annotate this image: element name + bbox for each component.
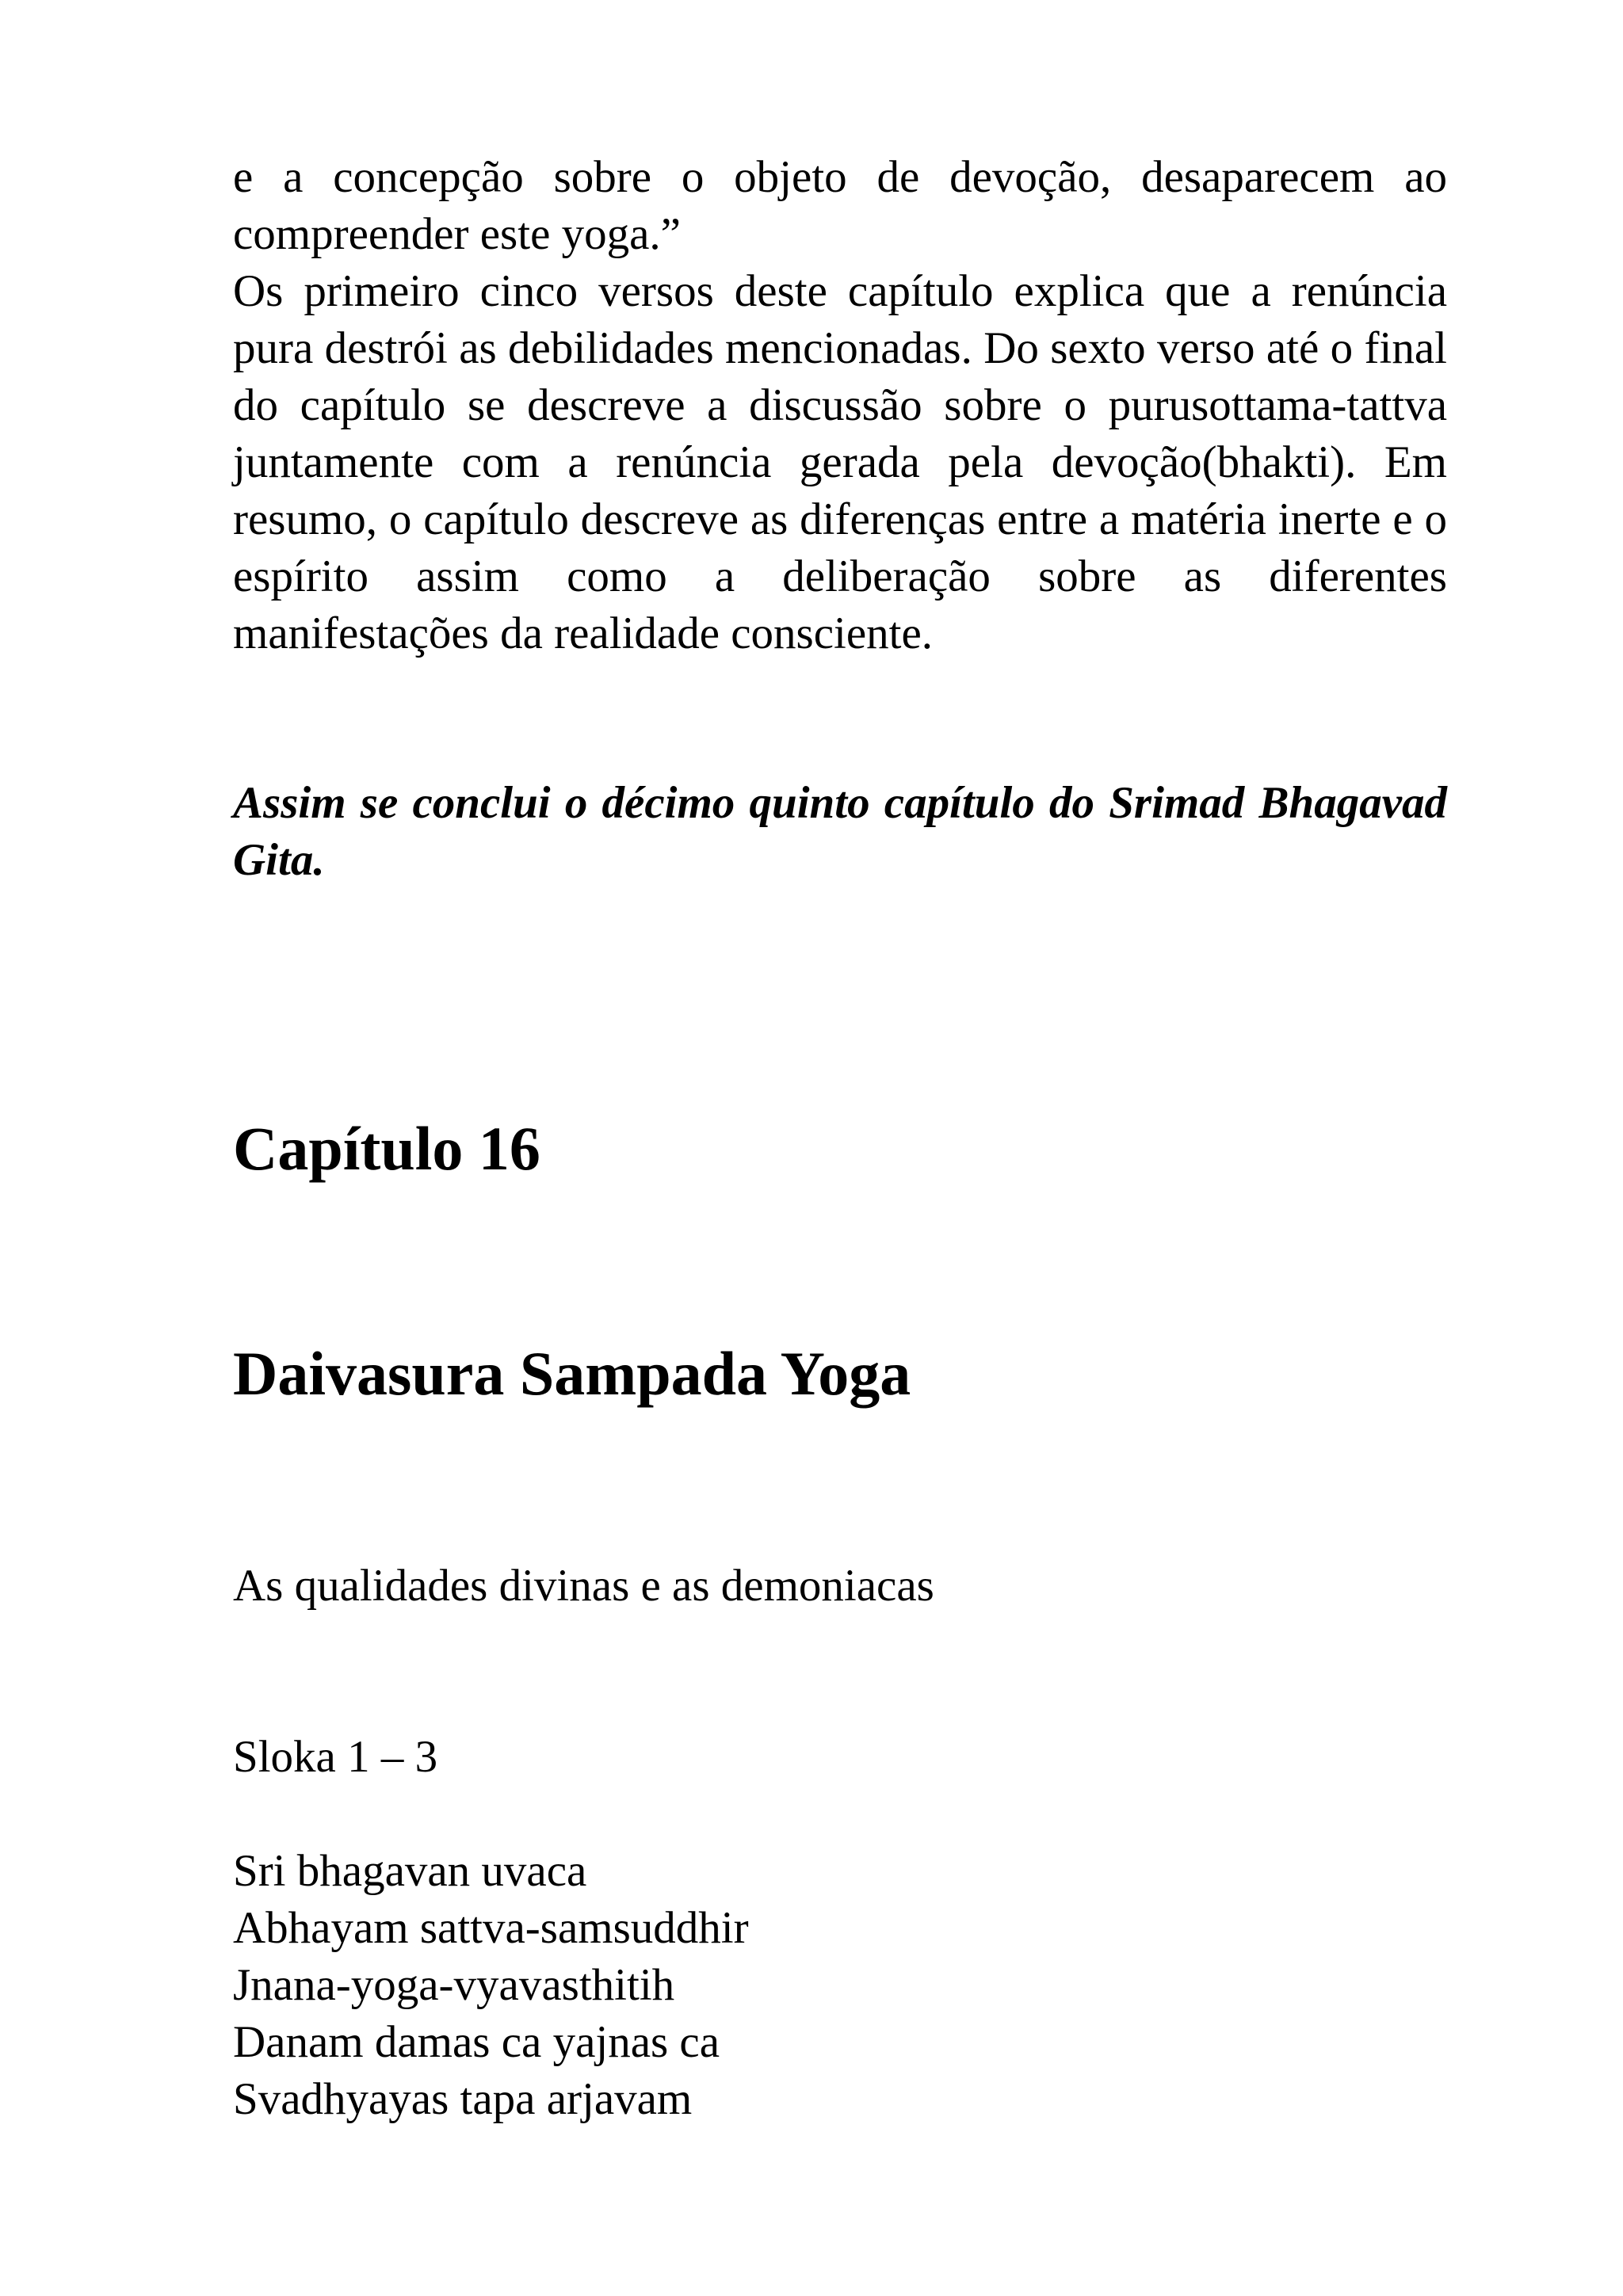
chapter-description: As qualidades divinas e as demoniacas — [233, 1561, 934, 1611]
sloka-label: Sloka 1 – 3 — [233, 1732, 438, 1782]
chapter-conclusion: Assim se conclui o décimo quinto capítulo do Srimad Bhagavad Gita. — [233, 778, 1447, 885]
chapter-title: Capítulo 16 — [233, 1114, 540, 1183]
intro-line-2: compreender este yoga.” — [233, 209, 681, 259]
verse-line: Jnana-yoga-vyavasthitih — [233, 1960, 675, 2010]
chapter-name: Daivasura Sampada Yoga — [233, 1339, 911, 1408]
verse-line: Svadhyayas tapa arjavam — [233, 2074, 693, 2124]
intro-line-1: e a concepção sobre o objeto de devoção, desaparecem ao — [233, 152, 1447, 202]
verse-line: Abhayam sattva-samsuddhir — [233, 1903, 749, 1953]
verse-line: Danam damas ca yajnas ca — [233, 2017, 720, 2067]
verse-line: Sri bhagavan uvaca — [233, 1846, 587, 1896]
intro-fragment — [233, 149, 1447, 263]
sloka-verse — [233, 1843, 1447, 2128]
chapter-summary-paragraph: Os primeiro cinco versos deste capítulo explica que a renúncia pura destrói as debilidades mencionadas. Do sexto verso até o final do capítulo se descreve a discussão sobre o purusottama-tattva juntamente com a renúncia gerada pela devoção(bhakti). Em resumo, o capítulo descreve as diferenças entre a matéria inerte e o espírito assim como a deliberação sobre as diferentes manifestações da realidade consciente. — [233, 266, 1447, 658]
